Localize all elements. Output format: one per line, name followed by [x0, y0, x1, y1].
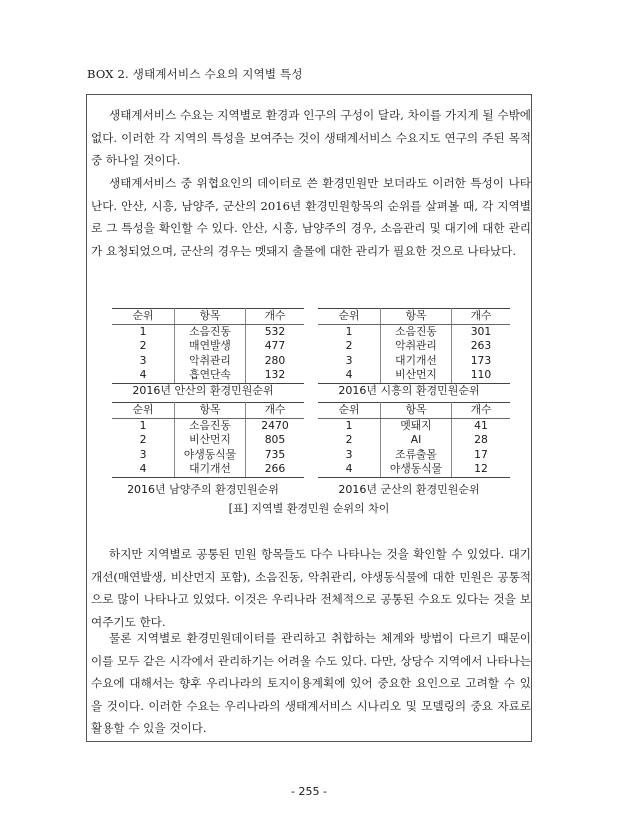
table-row — [318, 324, 510, 339]
cell-count: 266 — [246, 462, 305, 477]
cell-count: 132 — [246, 368, 305, 383]
header-count: 개수 — [452, 309, 511, 325]
header-rank: 순위 — [318, 309, 381, 325]
cell-item: 멧돼지 — [381, 418, 452, 433]
cell-rank: 4 — [318, 368, 381, 383]
table-row — [318, 433, 510, 448]
header-rank: 순위 — [112, 403, 175, 419]
cell-rank: 3 — [112, 354, 175, 369]
cell-rank: 1 — [318, 324, 381, 339]
cell-item: 악취관리 — [175, 354, 246, 369]
table-header-row — [112, 403, 304, 419]
cell-item: 악취관리 — [381, 339, 452, 354]
page-number: - 255 - — [291, 785, 327, 798]
figure-caption: [표] 지역별 환경민원 순위의 차이 — [228, 502, 390, 515]
cell-rank: 4 — [112, 462, 175, 477]
cell-count: 110 — [452, 368, 511, 383]
cell-rank: 1 — [318, 418, 381, 433]
table-ansan — [112, 308, 304, 384]
cell-rank: 2 — [112, 433, 175, 448]
paragraph-4: 물론 지역별로 환경민원데이터를 관리하고 취합하는 체계와 방법이 다르기 때문이 이를 모두 같은 시각에서 관리하기는 어려울 수도 있다. 다만, 상당수 지역에서 나타나는 수요에 대해서는 향후 우리나라의 토지이용계획에 있어 중요한 요인으로 고려할 수 있을 것이다. 이러한 수요는 우리나라의 생태계서비스 시나리오 및 모델링의 중요 자료로 활용할 수 있을 것이다. — [91, 631, 531, 736]
table-row — [112, 448, 304, 463]
box-title: BOX 2. 생태계서비스 수요의 지역별 특성 — [87, 67, 303, 81]
table-header-row — [112, 309, 304, 325]
table-row — [112, 354, 304, 369]
header-item: 항목 — [175, 309, 246, 325]
cell-item: 야생동식물 — [175, 448, 246, 463]
table-row — [318, 354, 510, 369]
header-item: 항목 — [381, 309, 452, 325]
header-rank: 순위 — [318, 403, 381, 419]
table-row — [318, 462, 510, 477]
table-siheung — [318, 308, 510, 384]
table-row — [318, 339, 510, 354]
paragraph-3: 하지만 지역별로 공통된 민원 항목들도 다수 나타나는 것을 확인할 수 있었다. 대기개선(매연발생, 비산먼지 포함), 소음진동, 악취관리, 야생동식물에 대한 민원은 공통적으로 많이 나타나고 있었다. 이것은 우리나라 전체적으로 공통된 수요도 있다는 것을 보여주기도 한다. — [91, 547, 531, 629]
cell-item: AI — [381, 433, 452, 448]
table-row — [318, 418, 510, 433]
cell-count: 41 — [474, 418, 488, 432]
table-namyangju — [112, 402, 304, 478]
cell-count: 532 — [264, 324, 286, 338]
cell-rank: 4 — [112, 368, 175, 383]
cell-count: 28 — [474, 433, 488, 447]
table-row — [112, 339, 304, 354]
paragraph-1: 생태계서비스 수요는 지역별로 환경과 인구의 구성이 달라, 차이를 가지게 될 수밖에 없다. 이러한 각 지역의 특성을 보여주는 것이 생태계서비스 수요지도 연구의 주된 목적 중 하나일 것이다. — [91, 108, 531, 168]
header-count: 개수 — [246, 403, 305, 419]
cell-rank: 2 — [112, 339, 175, 354]
cell-rank: 2 — [318, 339, 381, 354]
cell-count: 805 — [264, 433, 286, 447]
cell-rank: 1 — [112, 418, 175, 433]
cell-rank: 1 — [112, 324, 175, 339]
header-count: 개수 — [246, 309, 305, 325]
cell-count: 173 — [470, 353, 492, 367]
caption-ansan: 2016년 안산의 환경민원순위 — [132, 384, 274, 397]
table-header-row — [318, 403, 510, 419]
cell-item: 소음진동 — [381, 324, 452, 339]
cell-count: 17 — [474, 447, 488, 461]
cell-rank: 3 — [112, 448, 175, 463]
cell-rank: 4 — [318, 462, 381, 477]
header-rank: 순위 — [112, 309, 175, 325]
cell-count: 301 — [470, 324, 492, 338]
table-row — [112, 368, 304, 383]
cell-count: 735 — [264, 447, 286, 461]
table-row — [318, 448, 510, 463]
cell-item: 야생동식물 — [381, 462, 452, 477]
table-header-row — [318, 309, 510, 325]
table-gunsan — [318, 402, 510, 478]
cell-count: 280 — [264, 353, 286, 367]
table-row — [112, 462, 304, 477]
table-row — [318, 368, 510, 383]
header-item: 항목 — [381, 403, 452, 419]
caption-siheung: 2016년 시흥의 환경민원순위 — [338, 384, 480, 397]
cell-count: 2470 — [261, 418, 289, 432]
cell-item: 매연발생 — [175, 339, 246, 354]
cell-count: 12 — [452, 462, 511, 477]
cell-item: 대기개선 — [175, 462, 246, 477]
paragraph-2: 생태계서비스 중 위협요인의 데이터로 쓴 환경민원만 보더라도 이러한 특성이 나타난다. 안산, 시흥, 남양주, 군산의 2016년 환경민원항목의 순위를 살펴볼 때, 각 지역별로 그 특성을 확인할 수 있다. 안산, 시흥, 남양주의 경우, 소음관리 및 대기에 대한 관리가 요청되었으며, 군산의 경우는 멧돼지 출몰에 대한 관리가 필요한 것으로 나타났다. — [91, 176, 531, 258]
cell-count: 477 — [264, 339, 286, 353]
cell-item: 비산먼지 — [175, 433, 246, 448]
caption-namyangju: 2016년 남양주의 환경민원순위 — [127, 483, 279, 496]
table-row — [112, 418, 304, 433]
header-item: 항목 — [175, 403, 246, 419]
caption-gunsan: 2016년 군산의 환경민원순위 — [338, 483, 480, 496]
cell-item: 흡연단속 — [175, 368, 246, 383]
cell-item: 소음진동 — [175, 418, 246, 433]
cell-item: 비산먼지 — [381, 368, 452, 383]
header-count: 개수 — [452, 403, 511, 419]
cell-rank: 3 — [318, 448, 381, 463]
cell-item: 소음진동 — [175, 324, 246, 339]
cell-rank: 2 — [318, 433, 381, 448]
cell-rank: 3 — [318, 354, 381, 369]
table-row — [112, 324, 304, 339]
cell-item: 대기개선 — [381, 354, 452, 369]
cell-item: 조류출몰 — [381, 448, 452, 463]
cell-count: 263 — [470, 339, 492, 353]
table-row — [112, 433, 304, 448]
